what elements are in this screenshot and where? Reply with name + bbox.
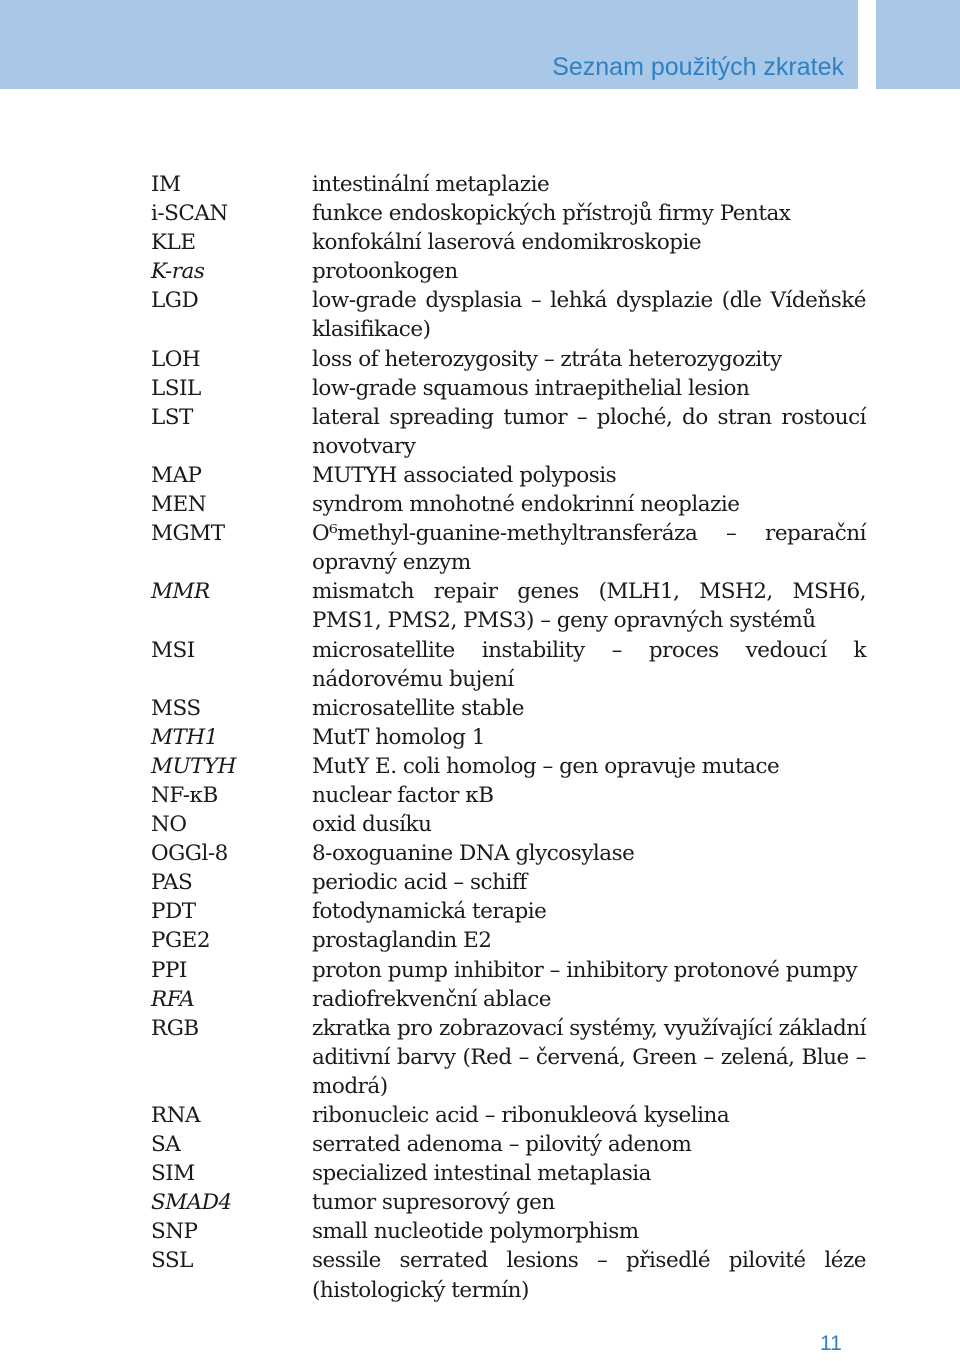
- abbreviation-entry: [151, 985, 866, 1014]
- abbreviation-definition: proton pump inhibitor – inhibitory protonové pumpy: [312, 957, 858, 983]
- abbreviation-definition: O⁶methyl-guanine-methyltransferáza – reparační opravný enzym: [312, 521, 866, 576]
- abbreviation-entry: [151, 1130, 866, 1159]
- abbreviation-entry: [151, 257, 866, 286]
- abbreviation-definition: low-grade squamous intraepithelial lesion: [312, 375, 750, 401]
- abbreviation-definition: microsatellite stable: [312, 695, 524, 721]
- abbreviation-entry: [151, 1159, 866, 1188]
- abbreviation-term: RGB: [151, 1015, 199, 1041]
- header-band: [0, 0, 858, 89]
- abbreviation-entry: [151, 839, 866, 868]
- abbreviation-entry: [151, 403, 866, 461]
- page-header-title: Seznam použitých zkratek: [552, 53, 844, 81]
- abbreviation-definition: serrated adenoma – pilovitý adenom: [312, 1132, 692, 1158]
- header-corner-block: [876, 0, 960, 89]
- abbreviation-entry: [151, 461, 866, 490]
- abbreviation-term: SNP: [151, 1219, 198, 1245]
- abbreviation-entry: [151, 577, 866, 635]
- abbreviation-term: LSIL: [151, 375, 201, 401]
- abbreviation-entry: [151, 781, 866, 810]
- abbreviation-entry: [151, 345, 866, 374]
- abbreviation-term: IM: [151, 172, 181, 197]
- abbreviation-entry: [151, 374, 866, 403]
- abbreviation-term: RFA: [151, 986, 195, 1012]
- abbreviation-term: MSS: [151, 695, 201, 721]
- abbreviation-definition: konfokální laserová endomikroskopie: [312, 230, 702, 256]
- abbreviation-list: [151, 170, 866, 1305]
- abbreviation-term: SMAD4: [151, 1190, 232, 1216]
- abbreviation-entry: [151, 694, 866, 723]
- abbreviation-term: MMR: [151, 579, 210, 605]
- abbreviation-entry: [151, 1014, 866, 1101]
- abbreviation-term: MTH1: [151, 724, 218, 750]
- abbreviation-definition: protoonkogen: [312, 259, 458, 285]
- abbreviation-entry: [151, 228, 866, 257]
- abbreviation-definition: zkratka pro zobrazovací systémy, využívající základní aditivní barvy (Red – červená, Green – zelená, Blue – modrá): [312, 1015, 866, 1099]
- abbreviation-term: MGMT: [151, 521, 225, 547]
- abbreviation-definition: periodic acid – schiff: [312, 870, 527, 896]
- abbreviation-definition: prostaglandin E2: [312, 928, 492, 954]
- abbreviation-term: LGD: [151, 288, 199, 314]
- abbreviation-definition: lateral spreading tumor – ploché, do stran rostoucí novotvary: [312, 404, 866, 459]
- abbreviation-entry: [151, 490, 866, 519]
- abbreviation-definition: oxid dusíku: [312, 812, 432, 838]
- abbreviation-definition: radiofrekvenční ablace: [312, 986, 552, 1012]
- abbreviation-definition: microsatellite instability – proces vedoucí k nádorovému bujení: [312, 637, 866, 692]
- abbreviation-entry: [151, 723, 866, 752]
- abbreviation-entry: [151, 926, 866, 955]
- abbreviation-term: MEN: [151, 492, 207, 518]
- abbreviation-term: K-ras: [151, 259, 205, 285]
- abbreviation-term: MAP: [151, 462, 202, 488]
- abbreviation-entry: [151, 170, 866, 199]
- abbreviation-entry: [151, 1101, 866, 1130]
- abbreviation-entry: [151, 810, 866, 839]
- abbreviation-definition: small nucleotide polymorphism: [312, 1219, 639, 1245]
- abbreviation-term: PAS: [151, 870, 193, 896]
- abbreviation-entry: [151, 752, 866, 781]
- abbreviation-entry: [151, 897, 866, 926]
- abbreviation-definition: loss of heterozygosity – ztráta heterozygozity: [312, 346, 782, 372]
- page-number: 11: [820, 1332, 842, 1355]
- abbreviation-entry: [151, 868, 866, 897]
- abbreviation-term: SIM: [151, 1161, 195, 1187]
- abbreviation-definition: MutY E. coli homolog – gen opravuje mutace: [312, 753, 780, 779]
- abbreviation-definition: syndrom mnohotné endokrinní neoplazie: [312, 492, 740, 518]
- abbreviation-definition: MutT homolog 1: [312, 724, 485, 750]
- abbreviation-entry: [151, 956, 866, 985]
- abbreviation-term: MUTYH: [151, 753, 236, 779]
- abbreviation-term: SSL: [151, 1248, 193, 1274]
- abbreviation-entry: [151, 1246, 866, 1304]
- abbreviation-entry: [151, 286, 866, 344]
- abbreviation-term: KLE: [151, 230, 196, 256]
- abbreviation-definition: fotodynamická terapie: [312, 899, 547, 925]
- abbreviation-term: i-SCAN: [151, 201, 228, 227]
- abbreviation-definition: specialized intestinal metaplasia: [312, 1161, 651, 1187]
- abbreviation-term: NF-κB: [151, 782, 218, 808]
- abbreviation-entry: [151, 1217, 866, 1246]
- abbreviation-definition: 8-oxoguanine DNA glycosylase: [312, 841, 635, 867]
- abbreviation-term: OGGl-8: [151, 841, 228, 867]
- abbreviation-definition: MUTYH associated polyposis: [312, 462, 617, 488]
- abbreviation-definition: funkce endoskopických přístrojů firmy Pentax: [312, 201, 791, 227]
- abbreviation-term: MSI: [151, 637, 195, 663]
- abbreviation-term: PGE2: [151, 928, 211, 954]
- abbreviation-entry: [151, 519, 866, 577]
- abbreviation-definition: sessile serrated lesions – přisedlé pilovité léze (histologický termín): [312, 1248, 866, 1303]
- abbreviation-definition: ribonucleic acid – ribonukleová kyselina: [312, 1103, 730, 1128]
- abbreviation-entry: [151, 1188, 866, 1217]
- abbreviation-term: NO: [151, 812, 187, 838]
- abbreviation-term: LST: [151, 404, 193, 430]
- abbreviation-definition: mismatch repair genes (MLH1, MSH2, MSH6, PMS1, PMS2, PMS3) – geny opravných systémů: [312, 579, 866, 634]
- abbreviation-definition: nuclear factor κB: [312, 782, 494, 808]
- abbreviation-definition: intestinální metaplazie: [312, 172, 550, 197]
- abbreviation-entry: [151, 199, 866, 228]
- abbreviation-definition: tumor supresorový gen: [312, 1190, 555, 1216]
- abbreviation-term: PDT: [151, 899, 196, 925]
- abbreviation-entry: [151, 636, 866, 694]
- abbreviation-term: RNA: [151, 1103, 201, 1128]
- abbreviation-term: LOH: [151, 346, 201, 372]
- abbreviation-term: PPI: [151, 957, 187, 983]
- abbreviation-definition: low-grade dysplasia – lehká dysplazie (dle Vídeňské klasifikace): [312, 288, 866, 343]
- abbreviation-term: SA: [151, 1132, 181, 1158]
